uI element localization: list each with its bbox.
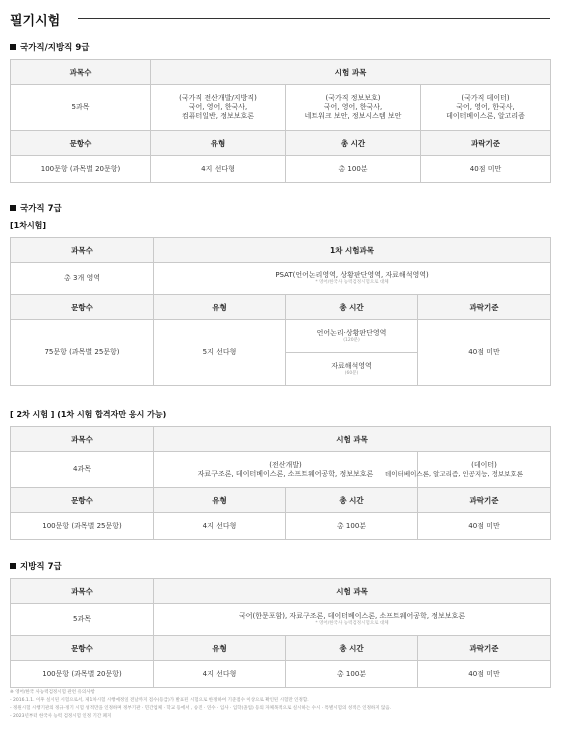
header-cell: 총 시간: [286, 295, 418, 320]
header-cell: 과락기준: [421, 131, 551, 156]
table-cell: 5과목: [11, 85, 151, 131]
header-cell: 과목수: [11, 60, 151, 85]
section-heading-local-7: [10, 560, 62, 572]
cell-line: 자료해석영역: [331, 361, 372, 370]
table-row: [11, 488, 551, 513]
header-cell: 문항수: [11, 636, 154, 661]
table-cell: 5지 선다형: [154, 320, 286, 386]
header-cell: 유형: [154, 295, 286, 320]
table-cell: 총 3개 영역: [11, 263, 154, 295]
header-cell: 유형: [154, 636, 286, 661]
header-cell: 총 시간: [286, 131, 421, 156]
cell-line: 데이터베이스론, 알고리즘, 인공지능, 정보보호론: [385, 469, 523, 478]
table-cell: 40점 미만: [418, 513, 551, 540]
cell-note: * 영어/한국사 능력검정시험으로 대체: [315, 280, 389, 285]
table-cell: 총 100분: [286, 156, 421, 183]
section-heading-national-7: [10, 202, 62, 214]
bullet-square-icon: [10, 205, 16, 211]
table-cell: 4과목: [11, 452, 154, 488]
table-cell: [154, 604, 551, 636]
header-cell: 유형: [154, 488, 286, 513]
table-row: [11, 452, 551, 488]
table-cell: 4지 선다형: [151, 156, 286, 183]
cell-line: (국가직 전산개발/지방직): [179, 94, 257, 102]
subheading-first-exam: [1차시험]: [10, 221, 47, 230]
table-cell: 100문항 (과목별 25문항): [11, 513, 154, 540]
bullet-square-icon: [10, 563, 16, 569]
table-row: [11, 636, 551, 661]
table-row: [11, 60, 551, 85]
table-cell: [286, 353, 418, 386]
table-cell: [421, 85, 551, 131]
table-row: [11, 131, 551, 156]
cell-line: 국어(한문포함), 자료구조론, 데이터베이스론, 소프트웨어공학, 정보보호론: [238, 612, 466, 620]
header-cell: 과락기준: [418, 636, 551, 661]
header-cell: 문항수: [11, 488, 154, 513]
section-heading-label: 지방직 7급: [20, 562, 62, 572]
cell-line: 네트워크 보안, 정보시스템 보안: [304, 112, 402, 120]
footnotes: [10, 689, 550, 721]
cell-line: (데이터): [471, 460, 497, 469]
header-cell: 시험 과목: [154, 427, 551, 452]
section-heading-label: 국가직/지방직 9급: [20, 43, 90, 53]
title-divider: [78, 18, 550, 19]
table-cell: 총 100분: [286, 661, 418, 688]
table-9th-grade: [10, 59, 551, 183]
header-cell: 과목수: [11, 238, 154, 263]
footnote: - 정원시험 시행기관의 정규·정기 시험 성적만을 인정하며 정부기관 · 민간업체 · 학교 등에서 , 승진 · 연수 · 입사 · 입학(졸업) 등의 자체목적으로 실시하는 수시 · 특별시험의 성적은 인정하지 않음.: [10, 706, 392, 711]
header-cell: 과목수: [11, 427, 154, 452]
cell-line: 데이터베이스론, 알고리즘: [446, 112, 525, 120]
table-row: [11, 295, 551, 320]
table-7th-grade-second: [10, 426, 551, 540]
table-cell: 100문항 (과목별 20문항): [11, 156, 151, 183]
cell-line: (전산개발): [269, 460, 302, 469]
table-row: [11, 263, 551, 295]
cell-line: 국어, 영어, 한국사,: [188, 103, 248, 111]
table-cell: 100문항 (과목별 20문항): [11, 661, 154, 688]
cell-line: (국가직 정보보호): [325, 94, 381, 102]
bullet-square-icon: [10, 44, 16, 50]
cell-note: (60분): [344, 370, 359, 376]
footnote: - 2016.1.1. 이후 실시된 시험으로서, 제1차시험 시행예정일 전날까지 점수(등급)가 발표된 시험으로 한정하여 기준점수 이상으로 확인된 시험만 인정함.: [10, 698, 309, 703]
footnote: - 2023년부터 한국사 능력 검정시험 인정 기간 폐지: [10, 714, 112, 719]
table-cell: 4지 선다형: [154, 661, 286, 688]
header-cell: 과목수: [11, 579, 154, 604]
table-row: [11, 604, 551, 636]
table-cell: 40점 미만: [421, 156, 551, 183]
header-cell: 문항수: [11, 295, 154, 320]
cell-line: (국가직 데이터): [461, 94, 510, 102]
cell-note: * 영어/한국사 능력검정시험으로 대체: [315, 621, 389, 626]
table-cell: 5과목: [11, 604, 154, 636]
cell-line: 국어, 영어, 한국사,: [456, 103, 515, 111]
cell-line: PSAT(언어논리영역, 상황판단영역, 자료해석영역): [275, 271, 429, 279]
table-7th-grade-first: [10, 237, 551, 386]
table-row: [11, 661, 551, 688]
table-cell: 75문항 (과목별 25문항): [11, 320, 154, 386]
cell-line: 국어, 영어, 한국사,: [323, 103, 383, 111]
table-cell: 4지 선다형: [154, 513, 286, 540]
header-cell: 과락기준: [418, 295, 551, 320]
subheading-second-exam: [ 2차 시험 ] (1차 시험 합격자만 응시 가능): [10, 410, 167, 419]
header-cell: 1차 시험과목: [154, 238, 551, 263]
table-row: [11, 85, 551, 131]
section-heading-national-local-9: [10, 41, 89, 53]
header-cell: 과락기준: [418, 488, 551, 513]
cell-note: (120분): [343, 337, 360, 343]
table-row: [11, 579, 551, 604]
page-header: [10, 10, 550, 30]
table-cell: 40점 미만: [418, 320, 551, 386]
header-cell: 총 시간: [286, 636, 418, 661]
footnote: ※ 영어/한국 사능력검정시험 관련 유의사항: [10, 690, 95, 695]
table-cell: 40점 미만: [418, 661, 551, 688]
table-cell: [385, 452, 551, 488]
table-local-7th-grade: [10, 578, 551, 688]
cell-line: 언어논리·상황판단영역: [316, 328, 387, 337]
table-cell: [151, 85, 286, 131]
table-row: [11, 427, 551, 452]
table-row: [11, 238, 551, 263]
table-cell: 총 100분: [286, 513, 418, 540]
table-row: [11, 156, 551, 183]
cell-line: 자료구조론, 데이터베이스론, 소프트웨어공학, 정보보호론: [197, 469, 374, 478]
header-cell: 시험 과목: [154, 579, 551, 604]
section-heading-label: 국가직 7급: [20, 204, 62, 214]
header-cell: 총 시간: [286, 488, 418, 513]
table-cell: [286, 85, 421, 131]
header-cell: 유형: [151, 131, 286, 156]
header-cell: 시험 과목: [151, 60, 551, 85]
cell-line: 컴퓨터일반, 정보보호론: [181, 112, 255, 120]
table-row: [11, 320, 551, 353]
header-cell: 문항수: [11, 131, 151, 156]
table-cell: [286, 320, 418, 353]
table-row: [11, 513, 551, 540]
page-title: 필기시험: [10, 14, 61, 29]
table-cell: [154, 263, 551, 295]
